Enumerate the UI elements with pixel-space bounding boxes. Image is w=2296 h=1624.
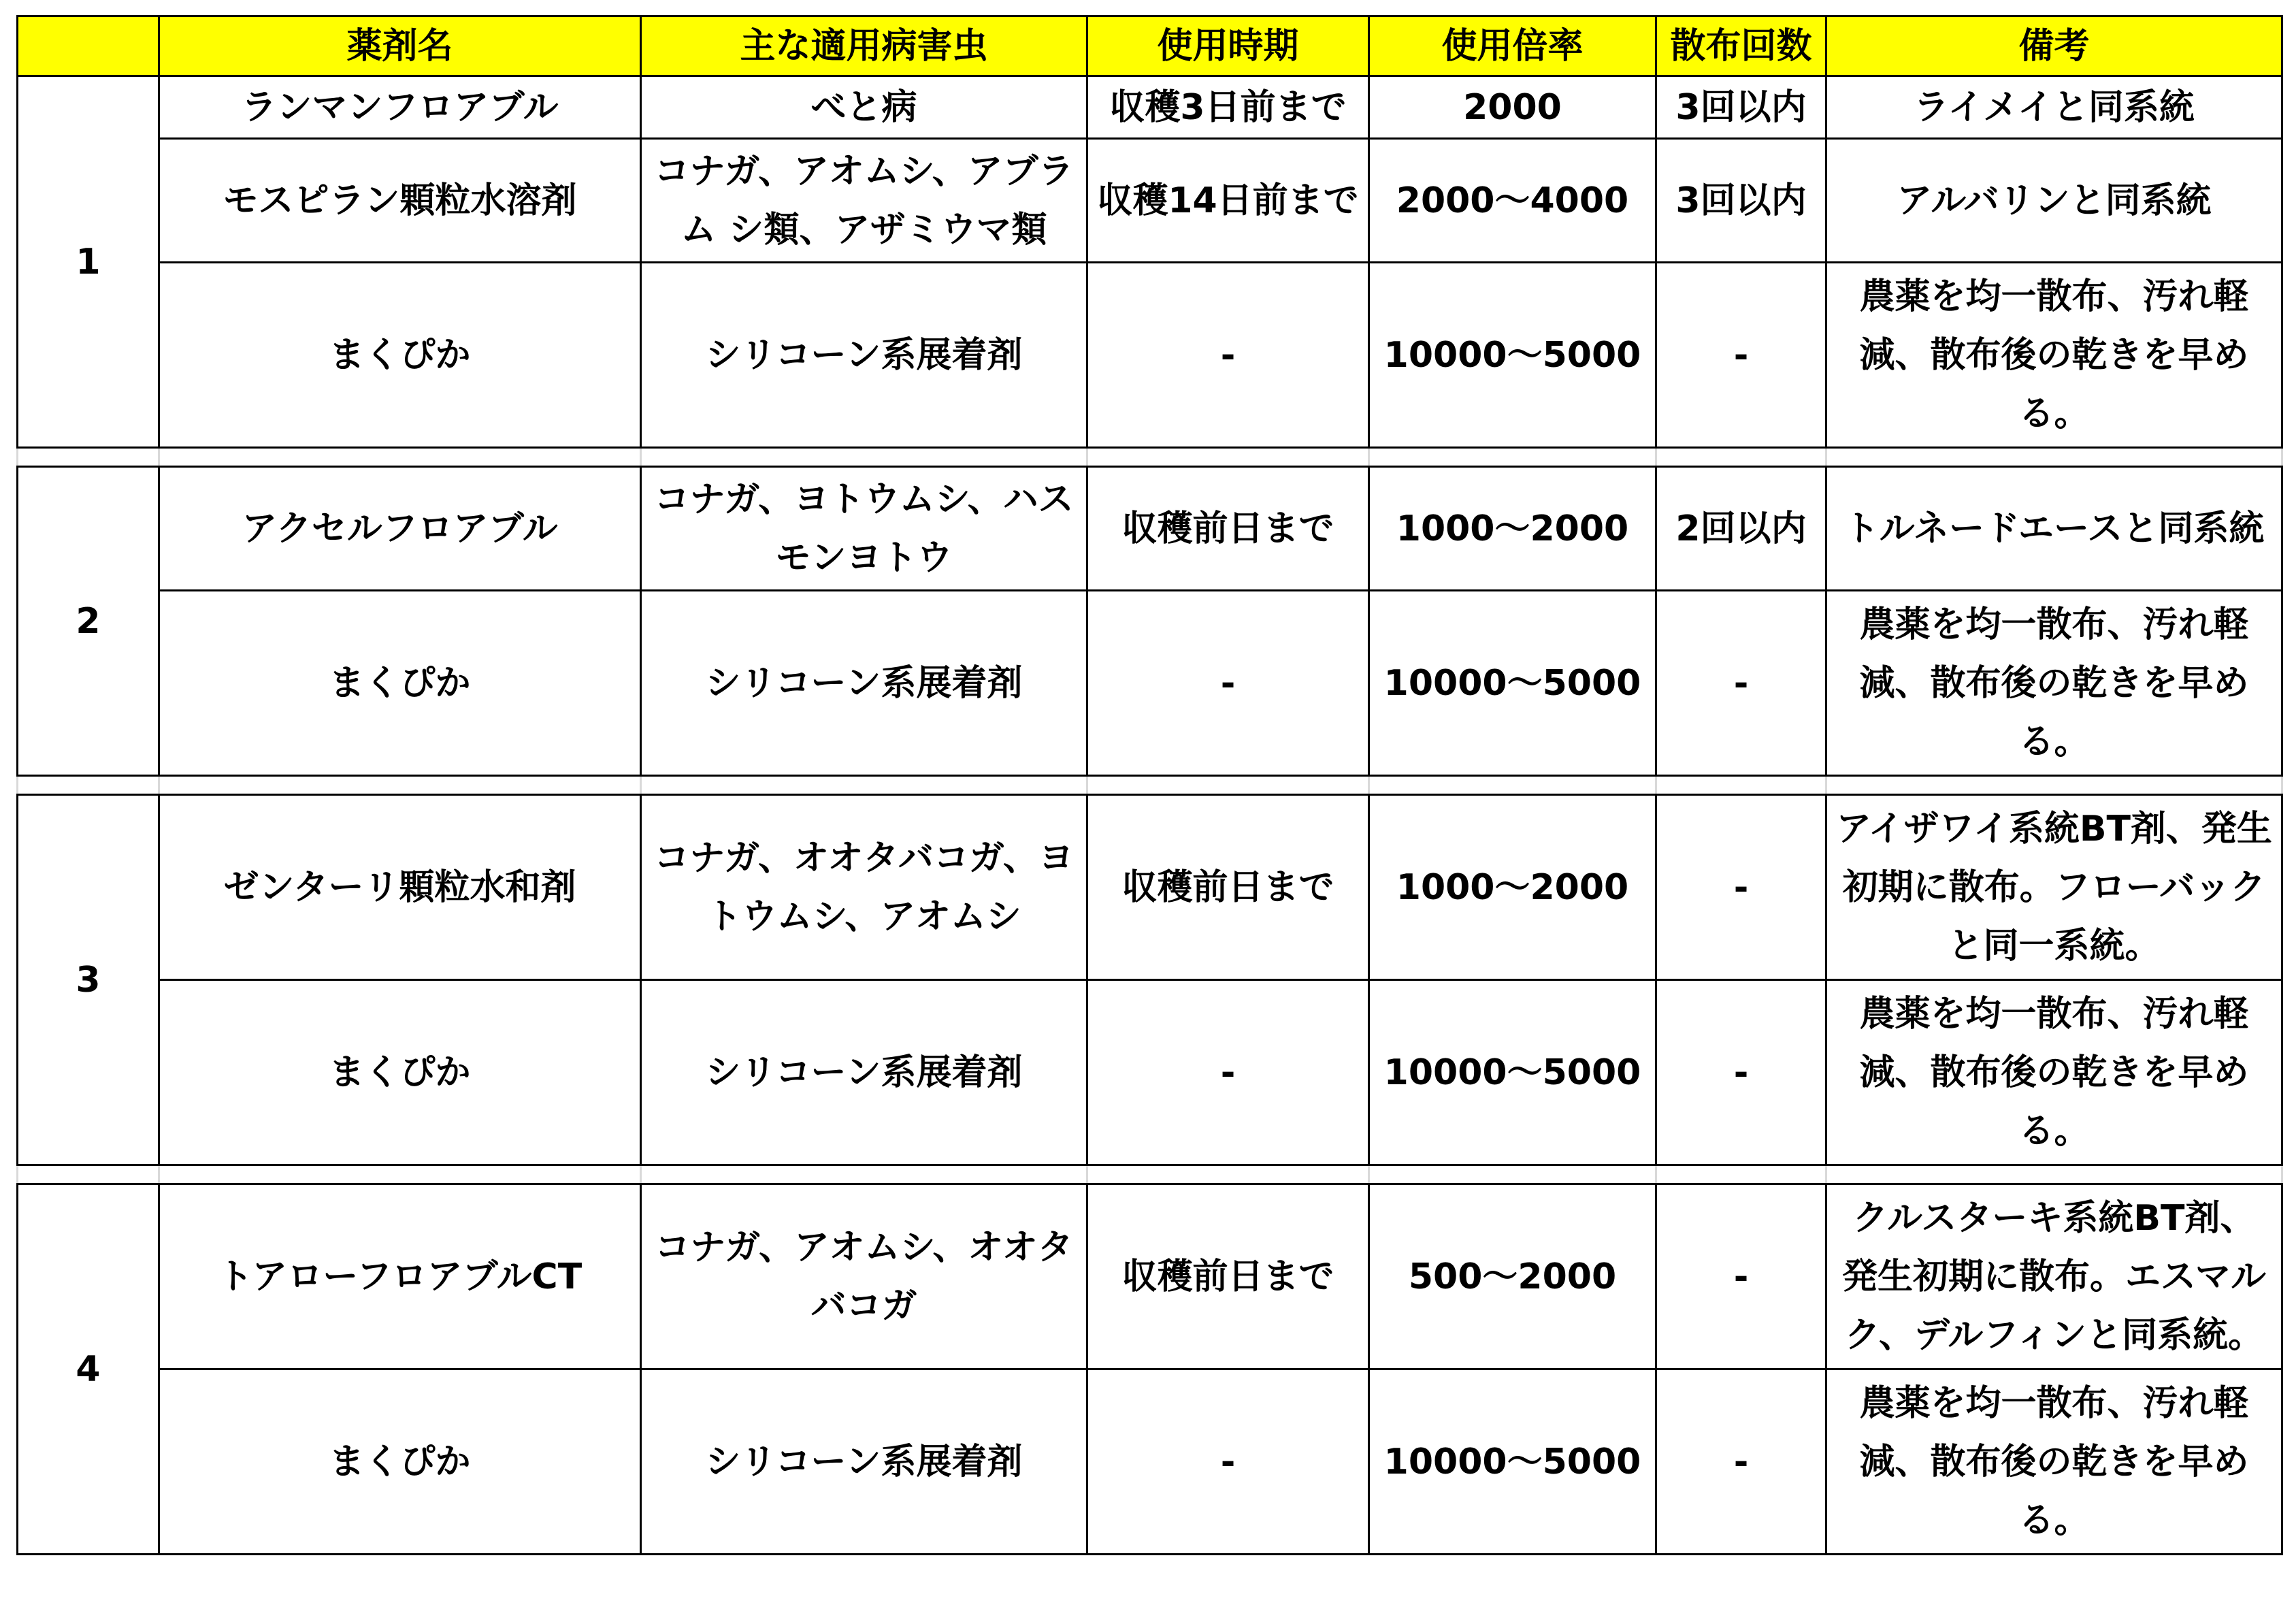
cell-name: まくぴか	[159, 980, 641, 1165]
header-timing: 使用時期	[1087, 16, 1369, 76]
cell-timing: -	[1087, 591, 1369, 776]
cell-note: クルスターキ系統BT剤、発生初期に散布。エスマルク、デルフィンと同系統。	[1826, 1184, 2282, 1369]
table-row	[18, 263, 2282, 448]
cell-name: ランマンフロアブル	[159, 76, 641, 139]
cell-name: まくぴか	[159, 263, 641, 448]
group-number: 2	[18, 467, 159, 776]
cell-target: コナガ、オオタバコガ、ヨ トウムシ、アオムシ	[641, 795, 1087, 980]
cell-rate: 1000～2000	[1369, 795, 1656, 980]
cell-count: -	[1656, 795, 1826, 980]
cell-timing: 収穫前日まで	[1087, 1184, 1369, 1369]
header-name: 薬剤名	[159, 16, 641, 76]
cell-note: 農薬を均一散布、汚れ軽減、散布後の乾きを早める。	[1826, 591, 2282, 776]
cell-timing: 収穫前日まで	[1087, 467, 1369, 591]
cell-target: シリコーン系展着剤	[641, 263, 1087, 448]
table-row	[18, 1369, 2282, 1555]
cell-target: シリコーン系展着剤	[641, 591, 1087, 776]
cell-note: 農薬を均一散布、汚れ軽減、散布後の乾きを早める。	[1826, 980, 2282, 1165]
table-row	[18, 980, 2282, 1165]
cell-target: シリコーン系展着剤	[641, 980, 1087, 1165]
cell-rate: 2000～4000	[1369, 139, 1656, 263]
header-number	[18, 16, 159, 76]
cell-rate: 1000～2000	[1369, 467, 1656, 591]
table-row	[18, 467, 2282, 591]
cell-target: べと病	[641, 76, 1087, 139]
header-count: 散布回数	[1656, 16, 1826, 76]
group-separator	[18, 776, 2282, 795]
cell-count: -	[1656, 263, 1826, 448]
cell-name: ゼンターリ顆粒水和剤	[159, 795, 641, 980]
cell-count: -	[1656, 1369, 1826, 1555]
header-row	[18, 16, 2282, 76]
cell-note: アルバリンと同系統	[1826, 139, 2282, 263]
cell-note: トルネードエースと同系統	[1826, 467, 2282, 591]
table-row	[18, 139, 2282, 263]
cell-timing: -	[1087, 980, 1369, 1165]
group-separator	[18, 1165, 2282, 1184]
cell-rate: 10000～5000	[1369, 1369, 1656, 1555]
cell-count: -	[1656, 591, 1826, 776]
cell-rate: 10000～5000	[1369, 263, 1656, 448]
cell-target: コナガ、アオムシ、アブラム シ類、アザミウマ類	[641, 139, 1087, 263]
table-row	[18, 591, 2282, 776]
cell-timing: 収穫14日前まで	[1087, 139, 1369, 263]
cell-note: 農薬を均一散布、汚れ軽減、散布後の乾きを早める。	[1826, 263, 2282, 448]
cell-note: ライメイと同系統	[1826, 76, 2282, 139]
cell-name: まくぴか	[159, 591, 641, 776]
header-note: 備考	[1826, 16, 2282, 76]
cell-timing: 収穫前日まで	[1087, 795, 1369, 980]
group-number: 1	[18, 76, 159, 448]
cell-count: 3回以内	[1656, 139, 1826, 263]
cell-name: まくぴか	[159, 1369, 641, 1555]
cell-rate: 10000～5000	[1369, 591, 1656, 776]
cell-target: コナガ、ヨトウムシ、ハスモンヨトウ	[641, 467, 1087, 591]
header-rate: 使用倍率	[1369, 16, 1656, 76]
table-row	[18, 76, 2282, 139]
cell-rate: 2000	[1369, 76, 1656, 139]
cell-note: 農薬を均一散布、汚れ軽減、散布後の乾きを早める。	[1826, 1369, 2282, 1555]
cell-timing: 収穫3日前まで	[1087, 76, 1369, 139]
cell-name: アクセルフロアブル	[159, 467, 641, 591]
pesticide-table	[16, 15, 2283, 1555]
cell-rate: 10000～5000	[1369, 980, 1656, 1165]
cell-name: トアローフロアブルCT	[159, 1184, 641, 1369]
group-number: 4	[18, 1184, 159, 1555]
table-row	[18, 795, 2282, 980]
cell-count: 3回以内	[1656, 76, 1826, 139]
cell-name: モスピラン顆粒水溶剤	[159, 139, 641, 263]
cell-target: シリコーン系展着剤	[641, 1369, 1087, 1555]
table-row	[18, 1184, 2282, 1369]
cell-timing: -	[1087, 263, 1369, 448]
cell-count: -	[1656, 1184, 1826, 1369]
cell-timing: -	[1087, 1369, 1369, 1555]
cell-count: 2回以内	[1656, 467, 1826, 591]
cell-count: -	[1656, 980, 1826, 1165]
cell-target: コナガ、アオムシ、オオタバコガ	[641, 1184, 1087, 1369]
group-separator	[18, 448, 2282, 467]
group-number: 3	[18, 795, 159, 1165]
cell-rate: 500～2000	[1369, 1184, 1656, 1369]
cell-note: アイザワイ系統BT剤、発生初期に散布。フローバックと同一系統。	[1826, 795, 2282, 980]
header-target: 主な適用病害虫	[641, 16, 1087, 76]
